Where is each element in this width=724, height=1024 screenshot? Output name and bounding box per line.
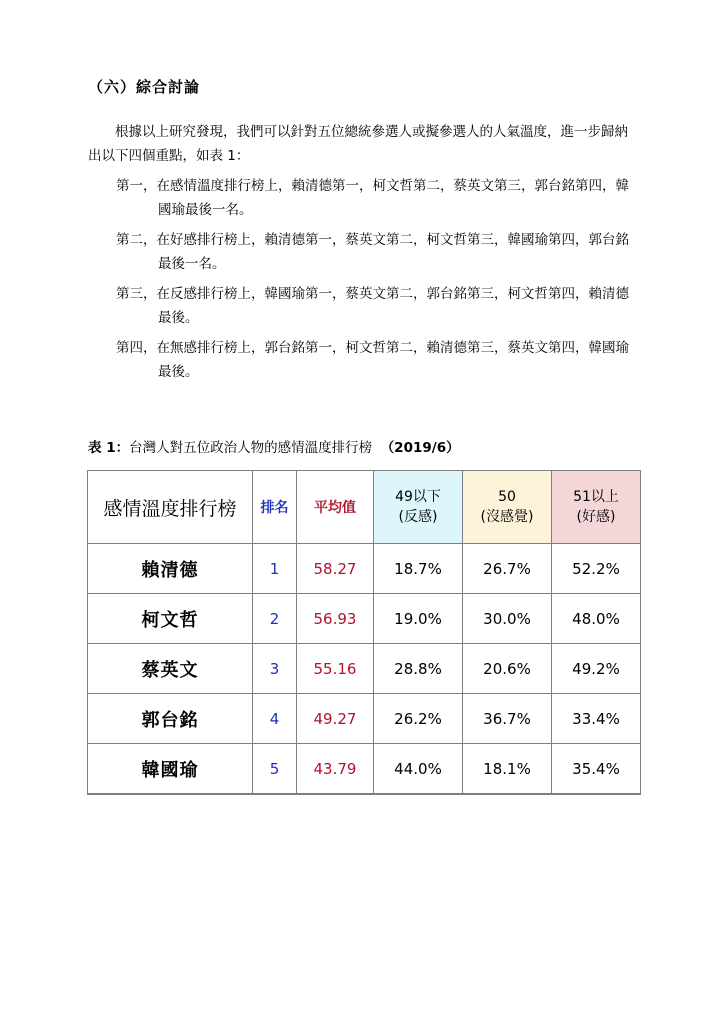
table-row [88,644,641,694]
cell-neutral: 18.1% [463,744,552,795]
header-negative-line1: 49以下 [395,489,441,505]
table-row [88,544,641,594]
key-point-2: 第二，在好感排行榜上，賴清德第一，蔡英文第二，柯文哲第三，韓國瑜第四，郭台銘最後一名。 [116,232,629,272]
cell-negative: 26.2% [374,694,463,744]
header-negative [374,471,463,544]
cell-rank: 3 [253,644,297,694]
header-title: 感情溫度排行榜 [88,471,253,544]
ranking-table [87,470,641,795]
key-point-1: 第一，在感情溫度排行榜上，賴清德第一，柯文哲第二，蔡英文第三，郭台銘第四，韓國瑜最後一名。 [116,178,629,218]
header-average: 平均值 [297,471,374,544]
cell-negative: 18.7% [374,544,463,594]
cell-rank: 2 [253,594,297,644]
header-positive-line1: 51以上 [573,489,619,505]
header-neutral-line1: 50 [498,489,516,505]
cell-name: 蔡英文 [88,644,253,694]
cell-neutral: 30.0% [463,594,552,644]
cell-name: 賴清德 [88,544,253,594]
cell-rank: 1 [253,544,297,594]
cell-average: 58.27 [297,544,374,594]
cell-negative: 44.0% [374,744,463,795]
cell-rank: 4 [253,694,297,744]
header-neutral [463,471,552,544]
header-negative-line2: (反感) [398,509,438,525]
cell-positive: 35.4% [552,744,641,795]
cell-rank: 5 [253,744,297,795]
table-caption-prefix: 表 1： [88,440,130,456]
cell-name: 韓國瑜 [88,744,253,795]
cell-positive: 33.4% [552,694,641,744]
table-caption [88,436,460,456]
table-caption-text: 台灣人對五位政治人物的感情溫度排行榜 [129,440,373,456]
cell-positive: 48.0% [552,594,641,644]
header-neutral-line2: (沒感覺) [480,509,534,525]
cell-average: 49.27 [297,694,374,744]
table-caption-date: （2019/6） [380,440,460,456]
cell-average: 55.16 [297,644,374,694]
header-positive-line2: (好感) [576,509,616,525]
table-row [88,694,641,744]
cell-average: 56.93 [297,594,374,644]
table-row [88,594,641,644]
key-points-list [116,174,640,390]
cell-neutral: 26.7% [463,544,552,594]
cell-positive: 49.2% [552,644,641,694]
cell-name: 郭台銘 [88,694,253,744]
cell-positive: 52.2% [552,544,641,594]
key-point-4: 第四，在無感排行榜上，郭台銘第一，柯文哲第二，賴清德第三，蔡英文第四，韓國瑜最後。 [116,340,629,380]
section-heading: （六）綜合討論 [88,78,201,96]
cell-average: 43.79 [297,744,374,795]
cell-name: 柯文哲 [88,594,253,644]
key-point-3: 第三，在反感排行榜上，韓國瑜第一，蔡英文第二，郭台銘第三，柯文哲第四，賴清德最後。 [116,286,629,326]
header-positive [552,471,641,544]
cell-neutral: 36.7% [463,694,552,744]
cell-negative: 28.8% [374,644,463,694]
cell-neutral: 20.6% [463,644,552,694]
intro-paragraph: 根據以上研究發現，我們可以針對五位總統參選人或擬參選人的人氣溫度，進一步歸納出以下四個重點，如表 1： [88,124,628,164]
table-row [88,744,641,795]
cell-negative: 19.0% [374,594,463,644]
header-rank: 排名 [253,471,297,544]
table-header-row [88,471,641,544]
